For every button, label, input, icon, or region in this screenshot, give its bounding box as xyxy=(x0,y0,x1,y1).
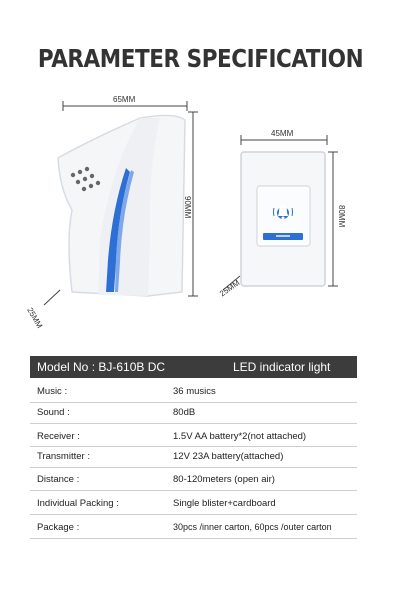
spec-value: 1.5V AA battery*2(not attached) xyxy=(173,431,307,442)
receiver-height-label: 90MM xyxy=(183,196,192,219)
row-divider xyxy=(30,538,357,539)
model-number: Model No : BJ-610B DC xyxy=(37,360,166,374)
spec-value: 36 musics xyxy=(173,386,216,397)
row-divider xyxy=(30,423,357,424)
spec-key: Sound : xyxy=(37,407,70,418)
page-title: PARAMETER SPECIFICATION xyxy=(37,44,364,73)
spec-key: Receiver : xyxy=(37,431,80,442)
receiver-depth-label: 25MM xyxy=(25,306,45,330)
row-divider xyxy=(30,514,357,515)
spec-table-header xyxy=(30,356,357,378)
row-divider xyxy=(30,402,357,403)
feature-label: LED indicator light xyxy=(233,360,331,374)
spec-key: Transmitter : xyxy=(37,451,90,462)
spec-value: 80-120meters (open air) xyxy=(173,474,275,485)
spec-value: 80dB xyxy=(173,407,196,418)
spec-key: Package : xyxy=(37,522,80,533)
button-width-label: 45MM xyxy=(271,129,294,138)
row-divider xyxy=(30,467,357,468)
row-divider xyxy=(30,446,357,447)
spec-value: 30pcs /inner carton, 60pcs /outer carton xyxy=(173,522,332,532)
spec-key: Individual Packing : xyxy=(37,498,119,509)
row-divider xyxy=(30,490,357,491)
button-height-label: 80MM xyxy=(337,205,346,228)
spec-value: 12V 23A battery(attached) xyxy=(173,451,284,462)
spec-key: Distance : xyxy=(37,474,80,485)
spec-key: Music : xyxy=(37,386,68,397)
button-depth-label: 25MM xyxy=(218,278,242,299)
spec-value: Single blister+cardboard xyxy=(173,498,276,509)
receiver-width-label: 65MM xyxy=(113,95,136,104)
